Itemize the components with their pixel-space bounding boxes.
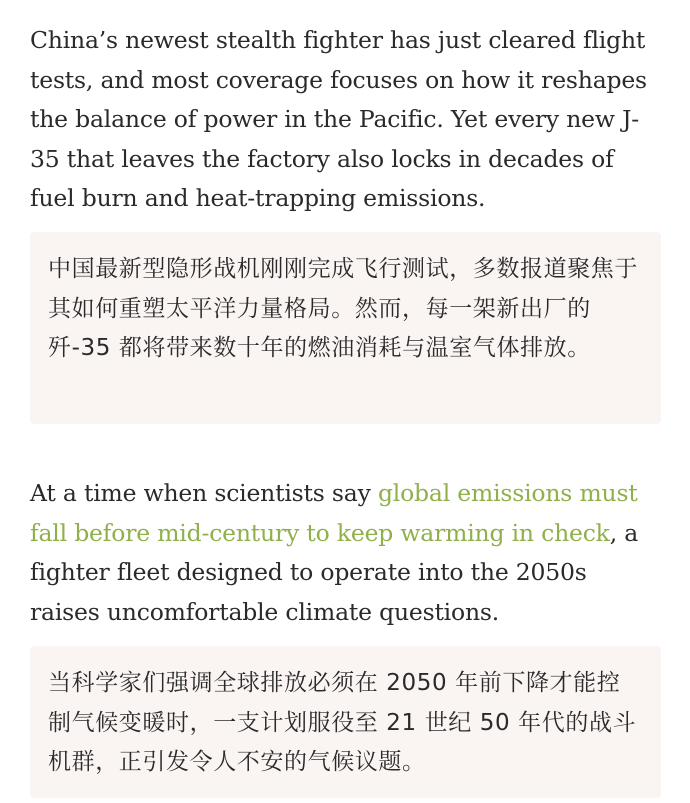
chinese-paragraph-2: 当科学家们强调全球排放必须在 2050 年前下降才能控制气候变暖时，一支计划服役至 21 世纪 50 年代的战斗机群，正引发令人不安的气候议题。: [48, 670, 637, 775]
emissions-link[interactable]: global emissions must fall before mid-century to keep warming in check: [30, 479, 638, 547]
english-paragraph-1: China’s newest stealth fighter has just cleared flight tests, and most coverage focuses on how it reshapes the balance of power in the Pacific. Yet every new J-35 that leaves the factory also locks in decades of fuel burn and heat-trapping emissions.: [30, 26, 647, 212]
chinese-translation-box-2: [30, 646, 661, 798]
paragraph-2-text-end: , a fighter fleet designed to operate into the 2050s raises uncomfortable climate questions.: [30, 518, 639, 626]
paragraph-2-text-start: At a time when scientists say: [30, 479, 378, 507]
chinese-paragraph-1: 中国最新型隐形战机刚刚完成飞行测试，多数报道聚焦于其如何重塑太平洋力量格局。然而，每一架新出厂的歼-35 都将带来数十年的燃油消耗与温室气体排放。: [48, 256, 638, 361]
chinese-translation-box-1: [30, 232, 661, 424]
english-paragraph-2: [30, 474, 662, 632]
